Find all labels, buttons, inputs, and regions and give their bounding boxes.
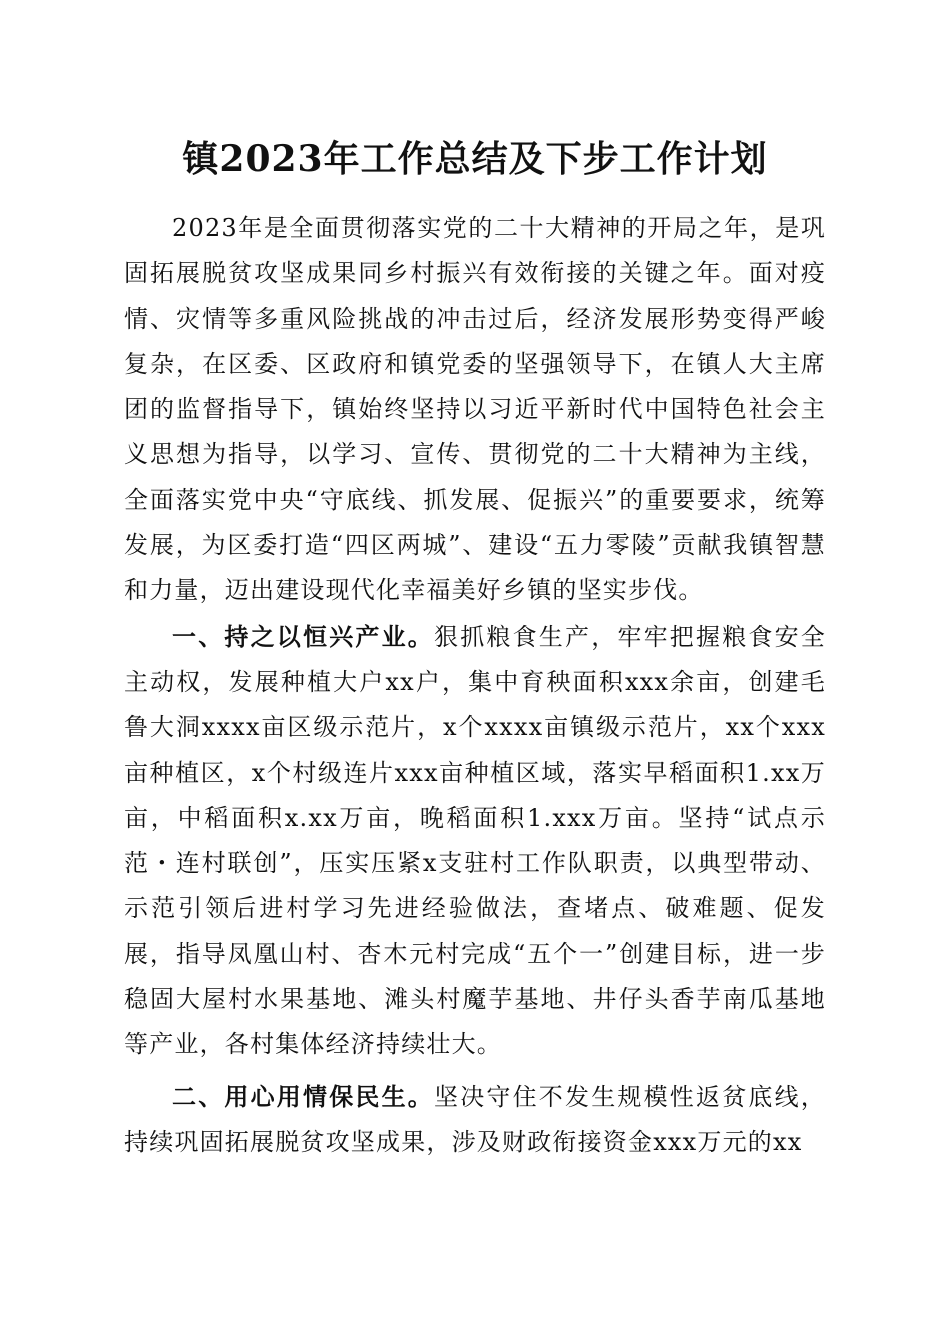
section-paragraph-2 xyxy=(124,1074,826,1166)
section-paragraph-1 xyxy=(124,614,826,1068)
document-title: 镇2023年工作总结及下步工作计划 xyxy=(182,138,768,180)
section-heading-1: 一、持之以恒兴产业。 xyxy=(172,621,434,651)
section-text-1: 狠抓粮食生产，牢牢把握粮食安全主动权，发展种植大户xx户，集中育秧面积xxx余亩，创建毛鲁大洞xxxx亩区级示范片，x个xxxx亩镇级示范片，xx个xxx亩种植区，x个村级连片xxx亩种植区域，落实早稻面积1.xx万亩，中稻面积x.xx万亩，晚稻面积1.xxx万亩。坚持“试点示范・连村联创”，压实压紧x支驻村工作队职责，以典型带动、示范引领后进村学习先进经验做法，查堵点、破难题、促发展，指导凤凰山村、杏木元村完成“五个一”创建目标，进一步稳固大屋村水果基地、滩头村魔芋基地、井仔头香芋南瓜基地等产业，各村集体经济持续壮大。 xyxy=(124,622,826,1059)
intro-paragraph: 2023年是全面贯彻落实党的二十大精神的开局之年，是巩固拓展脱贫攻坚成果同乡村振兴有效衔接的关键之年。面对疫情、灾情等多重风险挑战的冲击过后，经济发展形势变得严峻复杂，在区委、区政府和镇党委的坚强领导下，在镇人大主席团的监督指导下，镇始终坚持以习近平新时代中国特色社会主义思想为指导，以学习、宣传、贯彻党的二十大精神为主线，全面落实党中央“守底线、抓发展、促振兴”的重要要求，统筹发展，为区委打造“四区两城”、建设“五力零陵”贡献我镇智慧和力量，迈出建设现代化幸福美好乡镇的坚实步伐。 xyxy=(124,214,826,605)
section-heading-2: 二、用心用情保民生。 xyxy=(172,1081,434,1111)
document-body xyxy=(124,206,826,1165)
section-text-2: 坚决守住不发生规模性返贫底线，持续巩固拓展脱贫攻坚成果，涉及财政衔接资金xxx万元的xx xyxy=(124,1082,826,1156)
